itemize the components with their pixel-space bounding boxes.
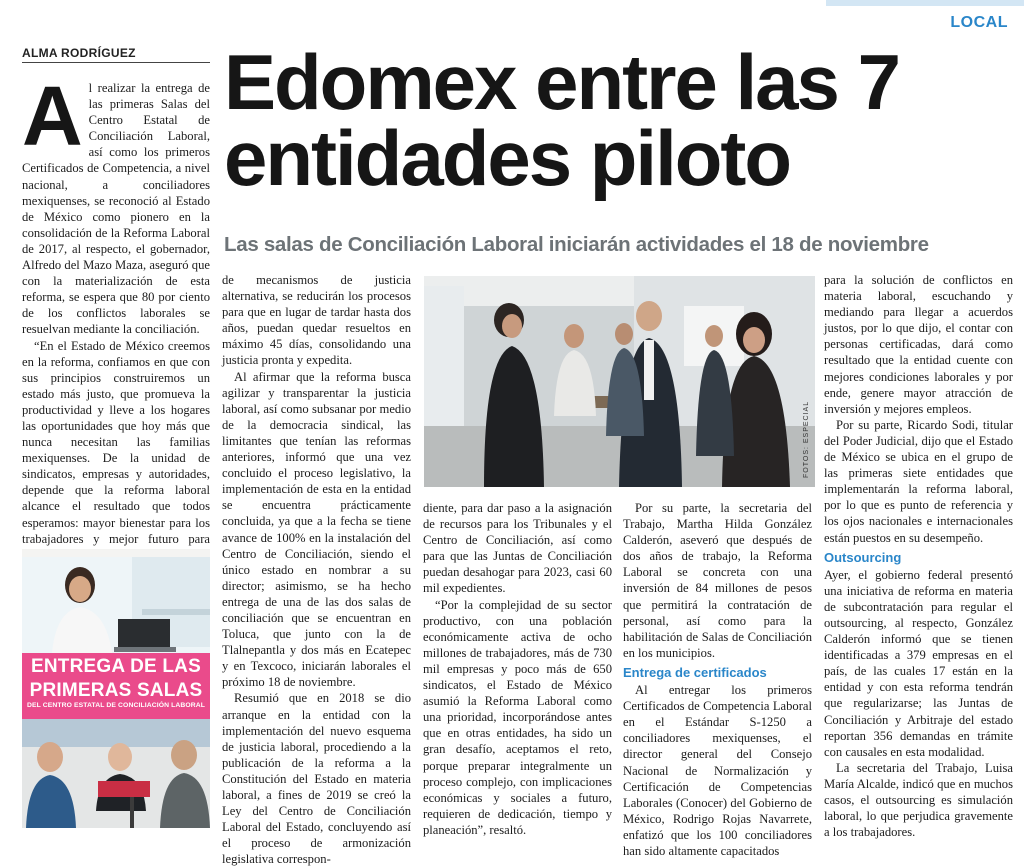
- main-photo: [424, 276, 815, 487]
- paragraph: La secretaria del Trabajo, Luisa María Alcalde, indicó que en muchos casos, el outsourcing es simulación laboral, lo que perjudica gravemente a los trabajadores.: [824, 760, 1013, 840]
- paragraph: para la solución de conflictos en materia laboral, escuchando y mediando para llegar a acuerdos justos, por lo que dijo, el contar con personas certificadas, dará como resultado que la entidad cuente con mejores condiciones laborales y por ende, genere mayor atracción de inversión y mejores empleos.: [824, 273, 1013, 416]
- article-column-4: [623, 500, 812, 858]
- promo-banner-title-1: ENTREGA DE LAS: [31, 656, 201, 677]
- byline-divider: [22, 62, 210, 63]
- article-column-5: [824, 272, 1013, 840]
- promo-banner: [22, 653, 210, 719]
- promo-sign-logo: [98, 781, 150, 797]
- main-photo-illustration: [424, 276, 815, 487]
- drop-cap: A: [22, 69, 83, 163]
- paragraph: Por su parte, Ricardo Sodi, titular del Poder Judicial, dijo que el Estado de México se ubica en el grupo de las primeras siete entidades que implementarán la reforma laboral, por lo que es punto de referencia y los ojos nacionales e internacionales están puestos en su desempeño.: [824, 417, 1013, 545]
- paragraph: diente, para dar paso a la asignación de recursos para los Tribunales y el Centro de Conciliación, así como para que las Juntas de Conciliación puedan desahogar para 2023, casi 60 mil expedientes.: [423, 501, 612, 596]
- paragraph: Al afirmar que la reforma busca agilizar y transparentar la justicia laboral, así como subsanar por medio de la democracia sindical, las limitantes que tenían las reformas anteriores, informó que una vez concluido el proceso legislativo, la implementación de esta en la entidad se encuentra prácticamente concluida, ya que a la fecha se tiene avance de 100% en la instalación del Centro de Conciliación, siendo el único estado en nombrar a su director; asimismo, se ha hecho entrega de una de las dos salas de conciliación que se encuentran en Toluca, que junto con la de Tlalnepantla y dos más en Ecatepec y en Texcoco, iniciarán laborales el próximo 18 de noviembre.: [222, 369, 411, 690]
- paragraph: “Por la complejidad de su sector productivo, con una población económicamente activa de ocho millones de trabajadores, más de 730 mil empresas y poco más de 650 sindicatos, el Estado de México asumió la Reforma Laboral como una prioridad, incorporándose antes que en otras entidades, ha sido un gran desafío, aceptamos el reto, porque preparar integralmente un proceso complejo, con implicaciones económicas y sociales a futuro, requieren de dedicación, tiempo y planeación”, resaltó.: [423, 597, 612, 837]
- paragraph: “En el Estado de México creemos en la reforma, confiamos en que con sus principios construiremos un estado más justo, que promueva la productividad y lleve a los hogares las oportunidades que hoy más que nunca necesitan las familias mexiquenses. De la unidad de sindicatos, empresas y autoridades, depende que la reforma laboral alcance el resultado que todos esperamos: mayor bienestar para los trabajadores y mejor futuro para: [22, 338, 210, 546]
- paragraph: Resumió que en 2018 se dio arranque en la entidad con la implementación del nuevo esquema de justicia laboral, procediendo a la publicación de la reforma a la Constitución del Estado en materia laboral, a fines de 2019 se creó la Ley del Centro de Conciliación Laboral del Estado, concluyendo así el proceso de armonización legislativa correspon-: [222, 691, 411, 867]
- paragraph: de mecanismos de justicia alternativa, se reducirán los procesos para que en lugar de tardar hasta dos años, puedan quedar resueltos en máximo 45 días, consolidando una justicia pronta y expedita.: [222, 273, 411, 368]
- promo-photo: [22, 549, 210, 828]
- article-column-1: [22, 69, 210, 546]
- promo-banner-title-2: PRIMERAS SALAS: [29, 680, 203, 701]
- section-subhead-outsourcing: Outsourcing: [824, 549, 902, 565]
- subheadline: Las salas de Conciliación Laboral iniciarán actividades el 18 de noviembre: [224, 233, 929, 256]
- paragraph: Al entregar los primeros Certificados de Competencia Laboral en el Estándar S-1250 a conciliadores mexiquenses, el director general del Consejo Nacional de Normalización y Certificación de Competencias Laborales (Conocer) del Gobierno de México, Rodrigo Rojas Navarrete, enfatizó que los 100 conciliadores han sido altamente capacitados: [623, 683, 812, 858]
- lead-paragraph: [22, 69, 210, 338]
- section-subhead-certificados: Entrega de certificados: [623, 664, 767, 680]
- article-column-3: [423, 500, 612, 837]
- byline: ALMA RODRÍGUEZ: [22, 46, 136, 60]
- section-strip: [826, 0, 1024, 6]
- article-column-2: [222, 272, 411, 867]
- lead-text: l realizar la entrega de las primeras Salas del Centro Estatal de Conciliación Laboral, así como los primeros Certificados de Competencia, a nivel nacional, a conciliadores mexiquenses, se reconoció al Estado de México como pionero en la consolidación de la Reforma Laboral de 2017, al respecto, el gobernador, Alfredo del Mazo Maza, aseguró que con la materialización de esta reforma, se espera que 80 por ciento de los conflictos laborales se resuelvan mediante la conciliación.: [22, 81, 210, 337]
- promo-banner-subtitle: DEL CENTRO ESTATAL DE CONCILIACIÓN LABORAL: [26, 702, 206, 709]
- headline: Edomex entre las 7 entidades piloto: [224, 38, 899, 202]
- section-tag: LOCAL: [950, 14, 1008, 31]
- paragraph: Por su parte, la secretaria del Trabajo, Martha Hilda González Calderón, aseveró que después de dos años de trabajo, la Reforma Laboral se concreta con una inversión de 84 millones de pesos que permitirá la contratación de personal, así como para la habilitación de Salas de Conciliación en los municipios.: [623, 501, 812, 660]
- paragraph: Ayer, el gobierno federal presentó una iniciativa de reforma en materia de subcontratación para regular el outsourcing, al respecto, González Calderón informó que se tienen identificadas a 379 empresas en el país, de las cuales 17 están en la entidad y con esta reforma tendrán que regularizarse; las Juntas de Conciliación y Arbitraje del estado reportan 356 demandas en trámite con causales en esta modalidad.: [824, 567, 1013, 759]
- photo-credit: FOTOS: ESPECIAL: [803, 400, 810, 478]
